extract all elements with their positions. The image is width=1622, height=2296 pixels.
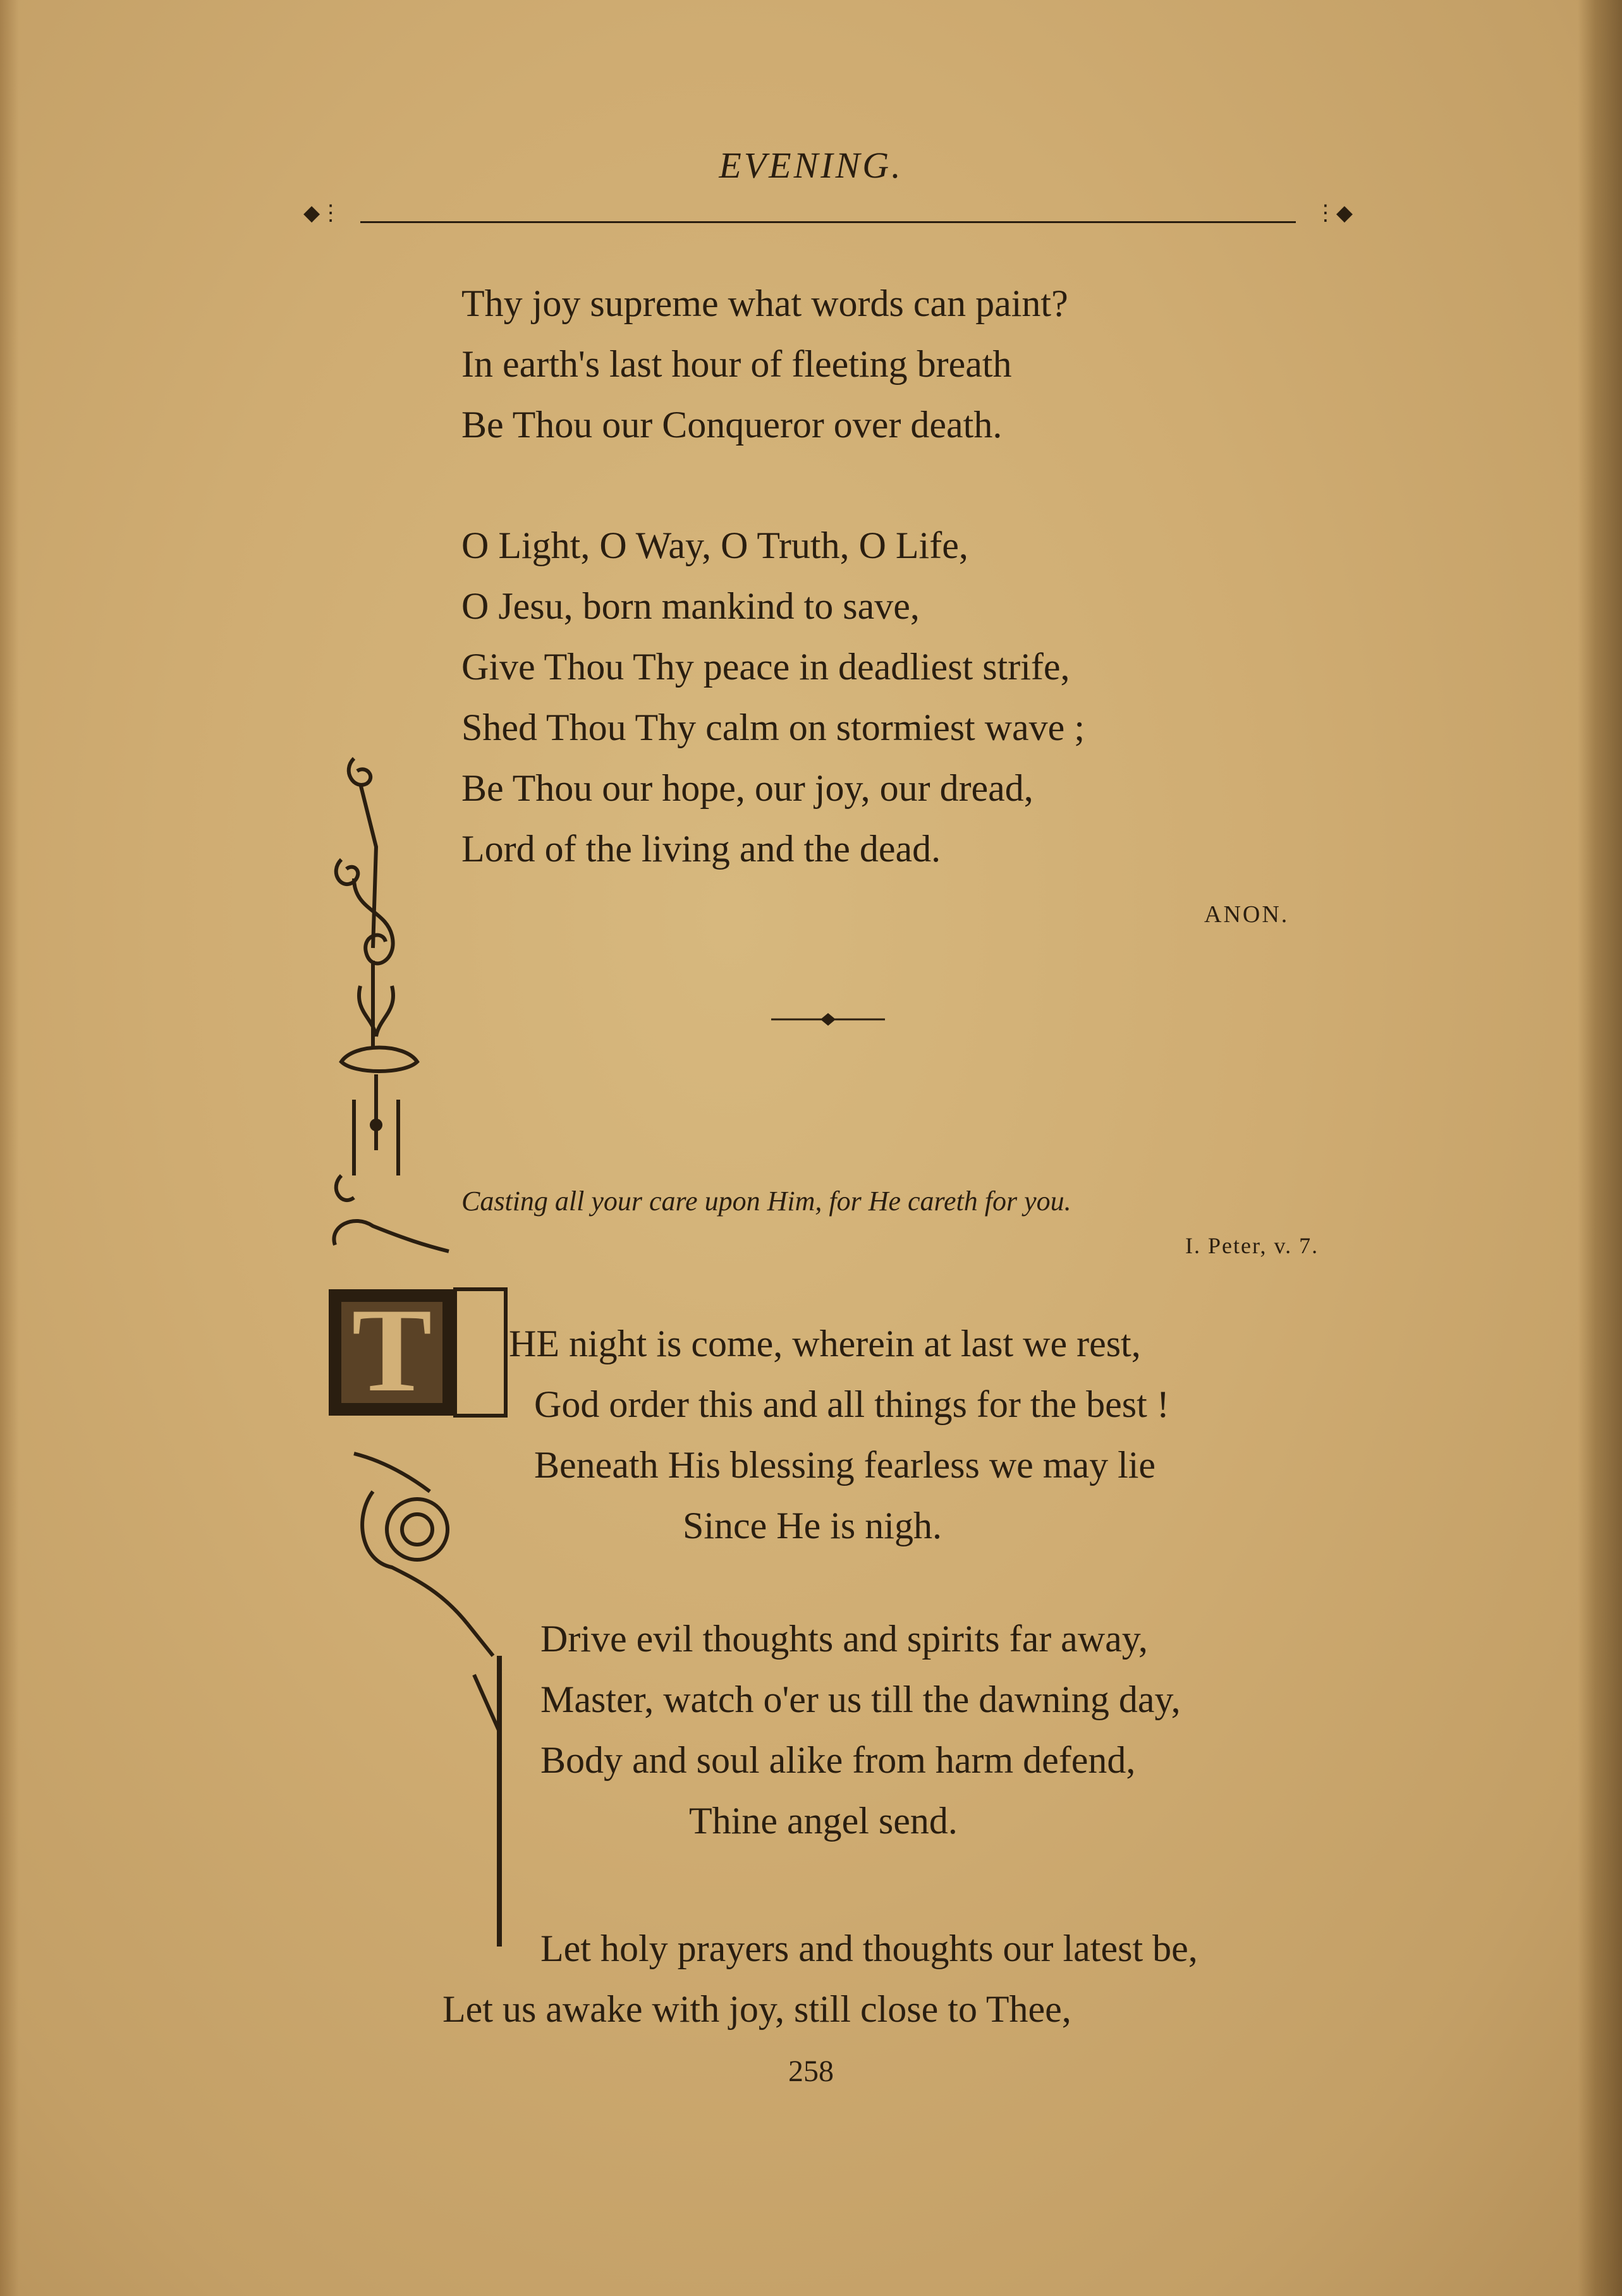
header-rule	[297, 202, 1359, 240]
verse-line: HE night is come, wherein at last we rest,	[509, 1323, 1141, 1364]
verse-line: Give Thou Thy peace in deadliest strife,	[461, 646, 1070, 688]
verse-line: In earth's last hour of fleeting breath	[461, 343, 1012, 385]
verse-line: Let holy prayers and thoughts our latest be,	[540, 1928, 1198, 1969]
verse-line: Body and soul alike from harm defend,	[540, 1739, 1136, 1781]
stanza-e	[442, 1918, 1198, 2039]
header-rule-line	[360, 221, 1296, 223]
verse-line: Drive evil thoughts and spirits far away,	[540, 1618, 1148, 1660]
verse-line: Let us awake with joy, still close to Thee,	[442, 1988, 1071, 2030]
verse-line: Thy joy supreme what words can paint?	[461, 282, 1068, 324]
stanza-a	[461, 273, 1068, 455]
verse-line: Be Thou our Conqueror over death.	[461, 404, 1003, 446]
verse-line: Be Thou our hope, our joy, our dread,	[461, 767, 1034, 809]
verse-line: God order this and all things for the best !	[534, 1383, 1169, 1425]
stanza-d	[540, 1608, 1181, 1851]
running-header: EVENING.	[719, 145, 903, 186]
verse-line: Master, watch o'er us till the dawning day,	[540, 1679, 1181, 1720]
page-right-edge	[1578, 0, 1622, 2296]
verse-line: Beneath His blessing fearless we may lie	[534, 1444, 1156, 1486]
stanza-c	[509, 1313, 1169, 1556]
drop-cap-ornament	[316, 746, 525, 1947]
verse-line: Shed Thou Thy calm on stormiest wave ;	[461, 707, 1085, 748]
verse-line: Since He is nigh.	[683, 1505, 942, 1546]
left-rule-ornament: ◆⋮	[303, 202, 342, 225]
verse-line: O Jesu, born mankind to save,	[461, 585, 920, 627]
verse-line: Thine angel send.	[689, 1800, 958, 1842]
verse-line: Lord of the living and the dead.	[461, 828, 941, 870]
epigraph-citation: I. Peter, v. 7.	[1185, 1233, 1319, 1258]
right-rule-ornament: ⋮◆	[1314, 202, 1353, 225]
page-number: 258	[788, 2055, 834, 2088]
attribution: ANON.	[1204, 901, 1290, 928]
drop-cap-letter: T	[351, 1284, 432, 1417]
stanza-b	[461, 515, 1085, 879]
page-left-edge	[0, 0, 19, 2296]
verse-line: O Light, O Way, O Truth, O Life,	[461, 525, 968, 566]
epigraph-text: Casting all your care upon Him, for He careth for you.	[461, 1186, 1071, 1217]
section-divider	[771, 1010, 885, 1029]
